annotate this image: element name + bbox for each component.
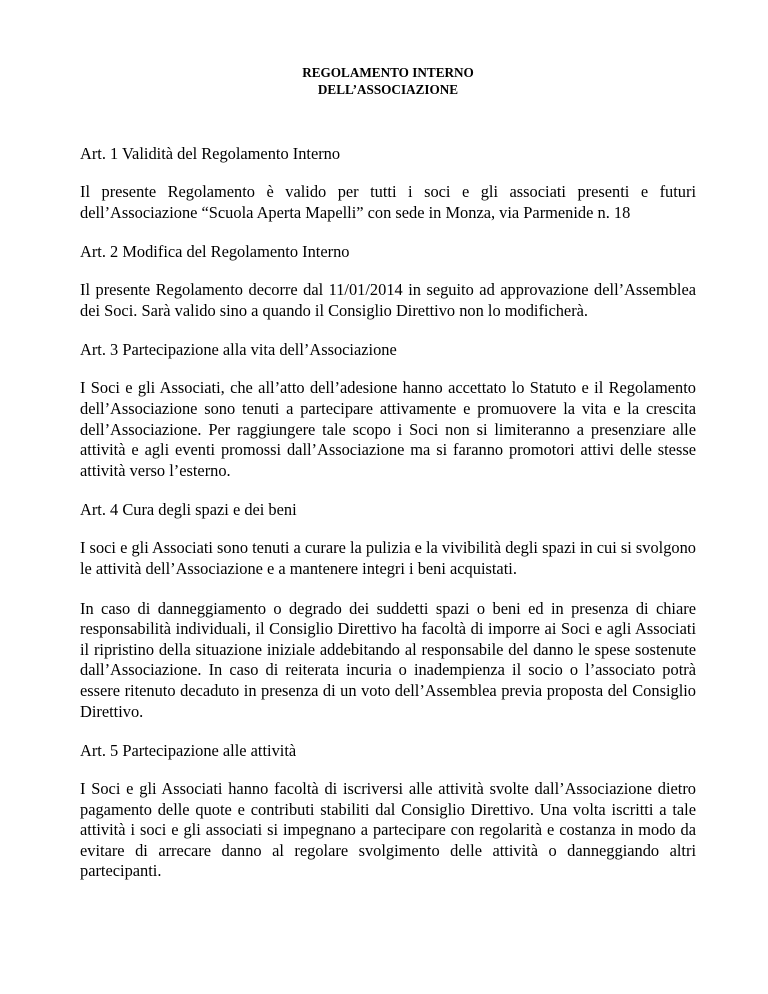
article-4 (80, 499, 696, 722)
article-5 (80, 740, 696, 882)
article-5-heading: Art. 5 Partecipazione alle attività (80, 741, 297, 761)
article-1 (80, 143, 696, 223)
document-title (80, 64, 696, 98)
article-2-heading: Art. 2 Modifica del Regolamento Interno (80, 242, 350, 262)
article-3-heading: Art. 3 Partecipazione alla vita dell’Associazione (80, 340, 397, 360)
document-page (80, 0, 696, 882)
article-3-paragraph-1: I Soci e gli Associati, che all’atto dell’adesione hanno accettato lo Statuto e il Regolamento dell’Associazione sono tenuti a partecipare attivamente e promuovere la vita e la crescita dell’Associazione. Per raggiungere tale scopo i Soci non si limiteranno a presenziare alle attività e agli eventi promossi dall’Associazione ma si faranno promotori attivi delle stesse attività verso l’esterno. (80, 378, 696, 480)
title-line-2: DELL’ASSOCIAZIONE (317, 82, 459, 97)
article-2-paragraph-1: Il presente Regolamento decorre dal 11/01/2014 in seguito ad approvazione dell’Assemblea dei Soci. Sarà valido sino a quando il Consiglio Direttivo non lo modificherà. (80, 280, 696, 320)
article-1-paragraph-1: Il presente Regolamento è valido per tutti i soci e gli associati presenti e futuri dell’Associazione “Scuola Aperta Mapelli” con sede in Monza, via Parmenide n. 18 (80, 182, 696, 222)
title-line-1: REGOLAMENTO INTERNO (302, 65, 474, 80)
article-5-paragraph-1: I Soci e gli Associati hanno facoltà di iscriversi alle attività svolte dall’Associazione dietro pagamento delle quote e contributi stabiliti dal Consiglio Direttivo. Una volta iscritti a tale attività i soci e gli associati si impegnano a partecipare con regolarità e costanza in modo da evitare di arrecare danno al regolare svolgimento delle attività o danneggiando altri partecipanti. (80, 779, 696, 881)
article-4-heading: Art. 4 Cura degli spazi e dei beni (80, 500, 297, 520)
article-4-paragraph-2: In caso di danneggiamento o degrado dei suddetti spazi o beni ed in presenza di chiare responsabilità individuali, il Consiglio Direttivo ha facoltà di imporre ai Soci e agli Associati il ripristino della situazione iniziale addebitando al responsabile del danno le spese sostenute dall’Associazione. In caso di reiterata incuria o inadempienza il socio o l’associato potrà essere ritenuto decaduto in presenza di un voto dell’Assemblea previa proposta del Consiglio Direttivo. (80, 598, 696, 721)
article-3 (80, 339, 696, 481)
article-1-heading: Art. 1 Validità del Regolamento Interno (80, 144, 341, 163)
article-4-paragraph-1: I soci e gli Associati sono tenuti a curare la pulizia e la vivibilità degli spazi in cui si svolgono le attività dell’Associazione e a mantenere integri i beni acquistati. (80, 538, 696, 578)
article-2 (80, 241, 696, 321)
